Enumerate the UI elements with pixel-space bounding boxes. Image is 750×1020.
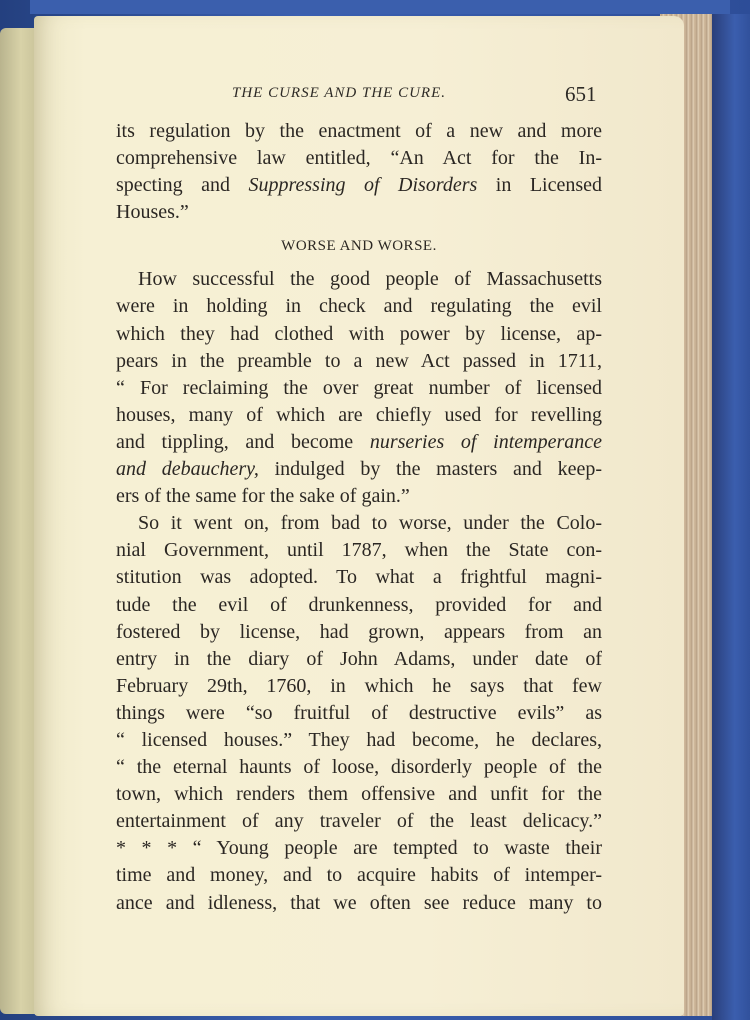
text-line: nial Government, until 1787, when the State con-: [116, 539, 602, 562]
paragraph: [116, 510, 602, 916]
text-line: ers of the same for the sake of gain.”: [116, 485, 410, 508]
text-line: How successful the good people of Massachusetts: [138, 268, 602, 291]
italic-phrase: and debauchery,: [116, 458, 259, 481]
running-title: THE CURSE AND THE CURE.: [232, 85, 446, 101]
text-line: entry in the diary of John Adams, under date of: [116, 647, 602, 670]
text-line: houses, many of which are chiefly used for revelling: [116, 403, 602, 426]
text-line: tude the evil of drunkenness, provided for and: [116, 593, 602, 616]
text-line: were in holding in check and regulating the evil: [116, 295, 602, 318]
page-number: 651: [565, 82, 597, 106]
text-line: ance and idleness, that we often see reduce many to: [116, 891, 602, 914]
text-line: time and money, and to acquire habits of intemper-: [116, 864, 602, 887]
text-line: town, which renders them offensive and unfit for the: [116, 783, 602, 806]
text-line: “ the eternal haunts of loose, disorderly people of the: [116, 756, 602, 779]
text-line: comprehensive law entitled, “An Act for the In-: [116, 147, 602, 170]
paragraph-continued: [116, 118, 602, 226]
text-line: and debauchery, indulged by the masters and keep-: [116, 458, 602, 481]
text-line: which they had clothed with power by license, ap-: [116, 322, 602, 345]
italic-phrase: Suppressing of Disorders: [248, 174, 478, 197]
text-line: So it went on, from bad to worse, under the Colo-: [138, 512, 602, 535]
text-line: fostered by license, had grown, appears from an: [116, 620, 602, 643]
text-line: entertainment of any traveler of the least delicacy.”: [116, 810, 602, 833]
text-line: February 29th, 1760, in which he says that few: [116, 674, 602, 697]
text-line: Houses.”: [116, 201, 189, 224]
running-head: [34, 80, 684, 110]
text-line: “ For reclaiming the over great number of licensed: [116, 376, 602, 399]
paragraph: [116, 266, 602, 510]
text-line: pears in the preamble to a new Act passed in 1711,: [116, 349, 602, 372]
text-line: things were “so fruitful of destructive evils” as: [116, 701, 602, 724]
text-line: * * * “ Young people are tempted to waste their: [116, 837, 602, 860]
text-line: specting and Suppressing of Disorders in Licensed: [116, 174, 602, 197]
cover-right-edge: [712, 14, 750, 1020]
text-line: stitution was adopted. To what a frightful magni-: [116, 566, 602, 589]
facing-page-edge: [0, 28, 38, 1014]
text-line: “ licensed houses.” They had become, he declares,: [116, 728, 602, 751]
section-heading: WORSE AND WORSE.: [281, 238, 437, 255]
italic-phrase: nurseries of intemperance: [369, 430, 602, 453]
text-line: its regulation by the enactment of a new and more: [116, 120, 602, 142]
body-text: [116, 118, 602, 917]
text-line: and tippling, and become nurseries of intemperance: [116, 430, 602, 453]
cover-top-edge: [30, 0, 730, 14]
